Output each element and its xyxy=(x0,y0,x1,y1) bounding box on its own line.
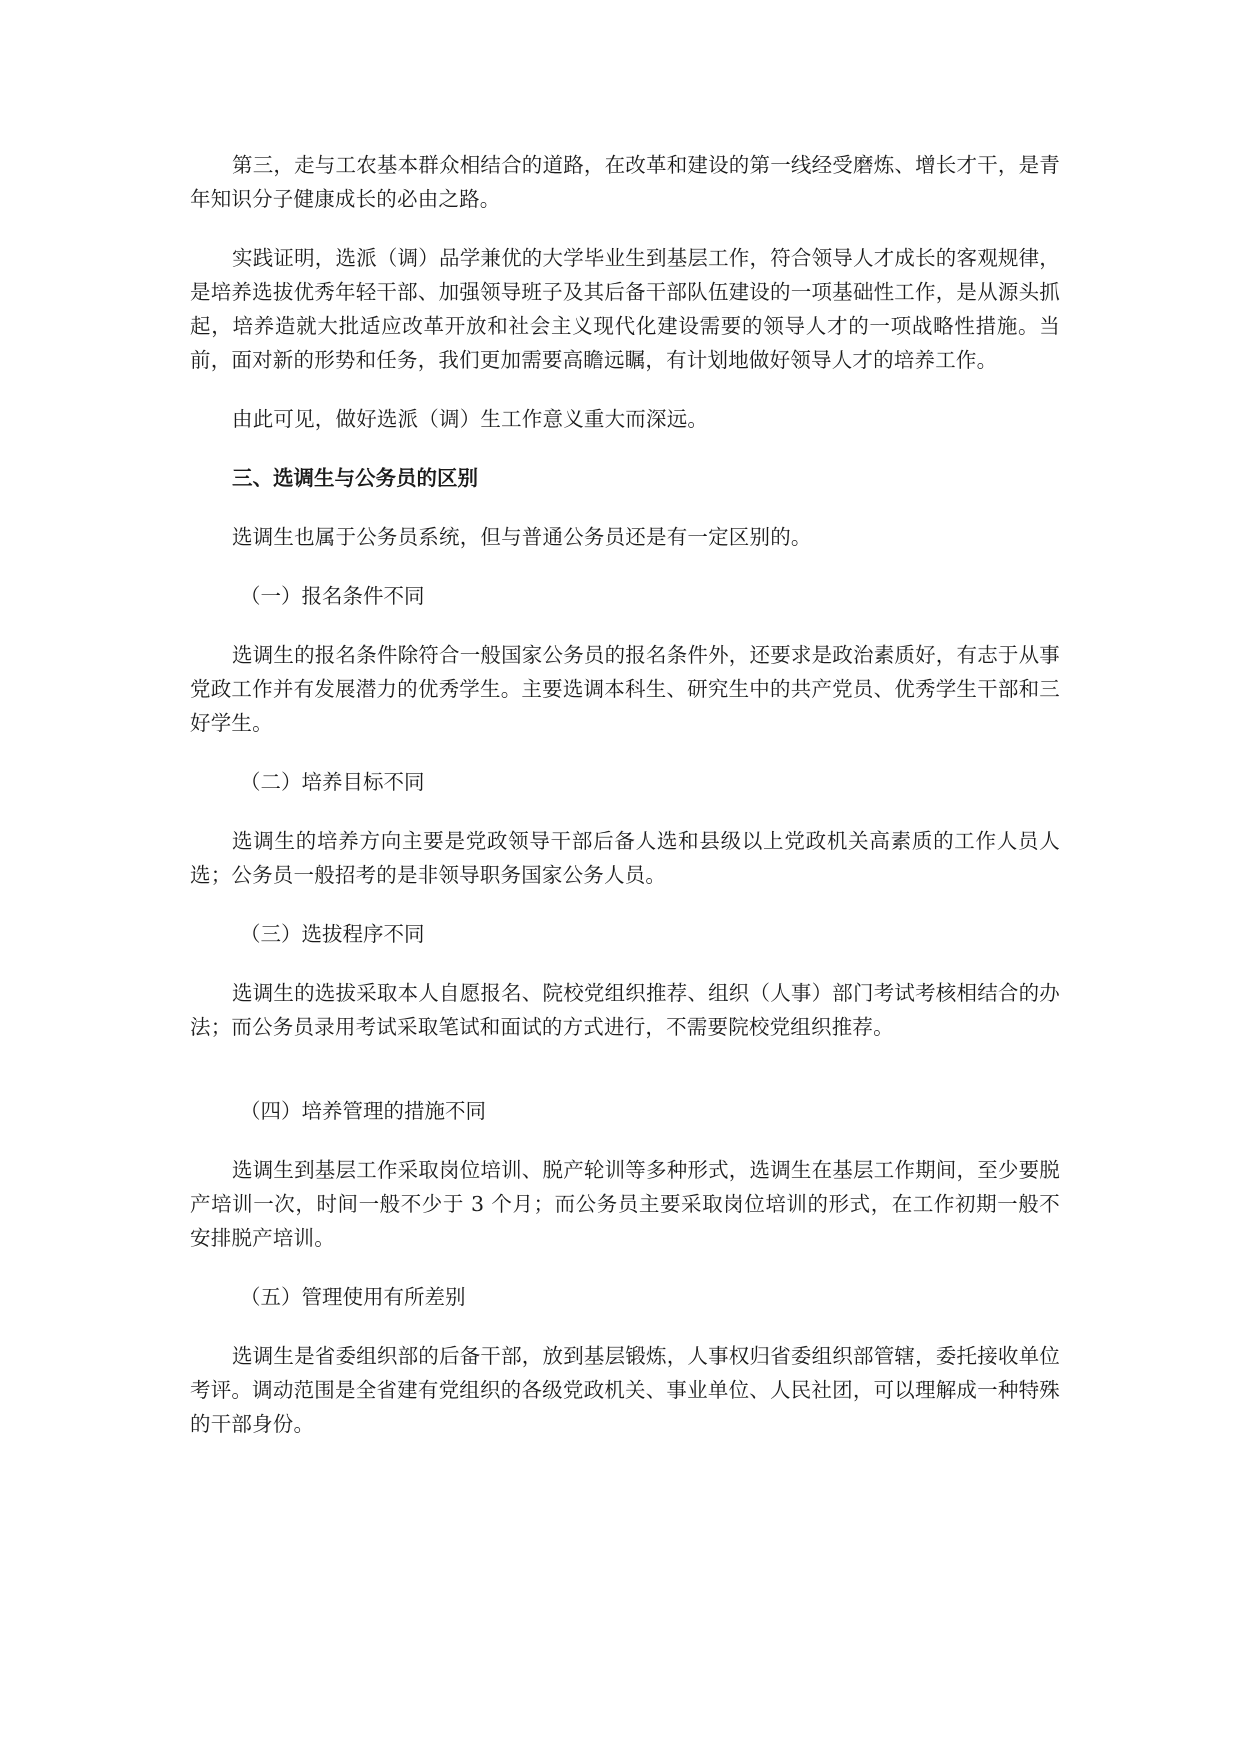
item-body-5: 选调生是省委组织部的后备干部，放到基层锻炼，人事权归省委组织部管辖，委托接收单位考评。调动范围是全省建有党组织的各级党政机关、事业单位、人民社团，可以理解成一种特殊的干部身份。 xyxy=(190,1344,1060,1436)
item-title-2: （二）培养目标不同 xyxy=(240,770,425,794)
item-body-1: 选调生的报名条件除符合一般国家公务员的报名条件外，还要求是政治素质好，有志于从事党政工作并有发展潜力的优秀学生。主要选调本科生、研究生中的共产党员、优秀学生干部和三好学生。 xyxy=(190,643,1060,735)
item-body-2: 选调生的培养方向主要是党政领导干部后备人选和县级以上党政机关高素质的工作人员人选；公务员一般招考的是非领导职务国家公务人员。 xyxy=(190,829,1060,887)
item-title-1: （一）报名条件不同 xyxy=(240,584,425,608)
paragraph-conclusion: 由此可见，做好选派（调）生工作意义重大而深远。 xyxy=(232,407,709,431)
section-heading: 三、选调生与公务员的区别 xyxy=(232,466,478,490)
item-title-5: （五）管理使用有所差别 xyxy=(240,1285,466,1309)
paragraph-practice-proves: 实践证明，选派（调）品学兼优的大学毕业生到基层工作，符合领导人才成长的客观规律，是培养选拔优秀年轻干部、加强领导班子及其后备干部队伍建设的一项基础性工作，是从源头抓起，培养造就大批适应改革开放和社会主义现代化建设需要的领导人才的一项战略性措施。当前，面对新的形势和任务，我们更加需要高瞻远瞩，有计划地做好领导人才的培养工作。 xyxy=(190,246,1060,372)
item-body-4: 选调生到基层工作采取岗位培训、脱产轮训等多种形式，选调生在基层工作期间，至少要脱产培训一次，时间一般不少于 3 个月；而公务员主要采取岗位培训的形式，在工作初期一般不安排脱产培训。 xyxy=(190,1158,1060,1250)
document-page xyxy=(190,148,1060,1466)
item-title-4: （四）培养管理的措施不同 xyxy=(240,1099,486,1123)
section-intro: 选调生也属于公务员系统，但与普通公务员还是有一定区别的。 xyxy=(232,525,812,549)
paragraph-third-point: 第三，走与工农基本群众相结合的道路，在改革和建设的第一线经受磨炼、增长才干，是青年知识分子健康成长的必由之路。 xyxy=(190,153,1060,211)
item-title-3: （三）选拔程序不同 xyxy=(240,922,425,946)
item-body-3: 选调生的选拔采取本人自愿报名、院校党组织推荐、组织（人事）部门考试考核相结合的办法；而公务员录用考试采取笔试和面试的方式进行，不需要院校党组织推荐。 xyxy=(190,981,1060,1039)
